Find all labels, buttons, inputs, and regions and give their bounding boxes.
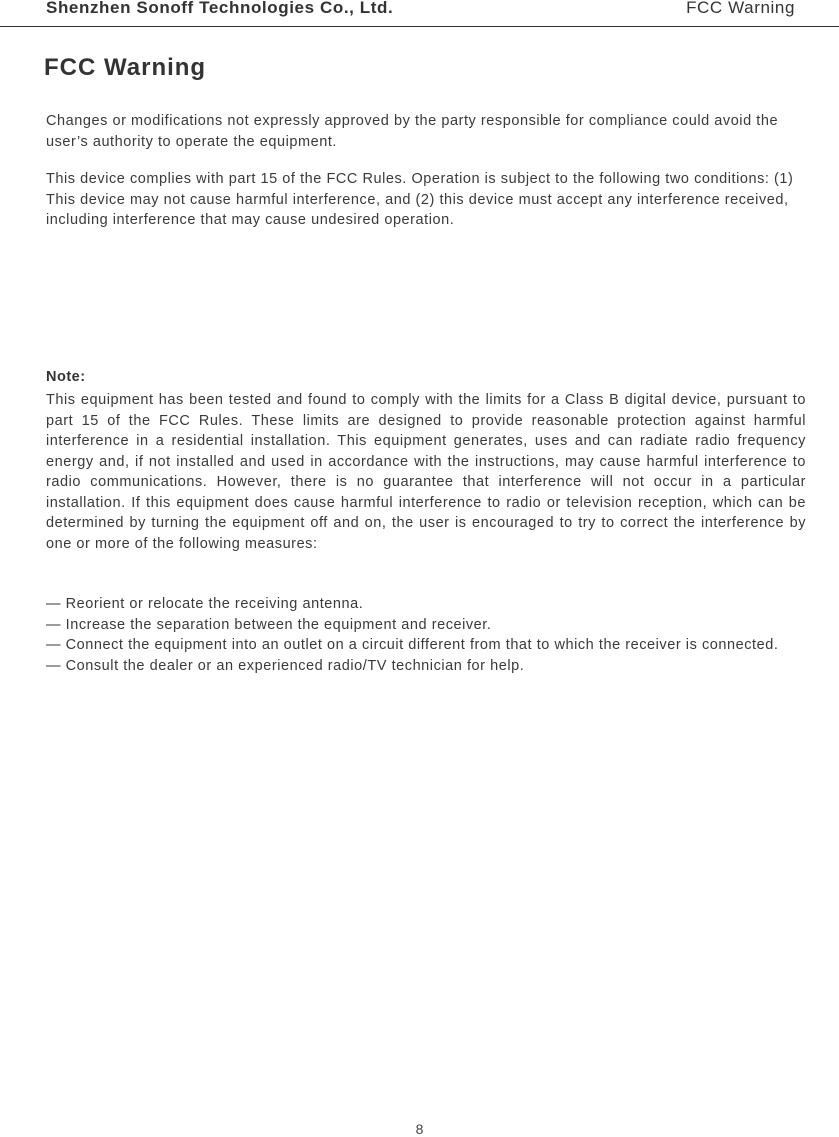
- page-title: FCC Warning: [44, 54, 207, 81]
- compliance-paragraph: This device complies with part 15 of the FCC Rules. Operation is subject to the following two conditions: (1) This device may not cause harmful interference, and (2) this device must accept any interference received, including interference that may cause undesired operation.: [46, 171, 794, 228]
- modifications-paragraph: Changes or modifications not expressly approved by the party responsible for compliance could avoid the user’s authority to operate the equipment.: [46, 113, 779, 150]
- note-paragraph: This equipment has been tested and found to comply with the limits for a Class B digital device, pursuant to part 15 of the FCC Rules. These limits are designed to provide reasonable protection against harmful interference in a residential installation. This equipment generates, uses and can radiate radio frequency energy and, if not installed and used in accordance with the instructions, may cause harmful interference to radio communications. However, there is no guarantee that interference will not occur in a particular installation. If this equipment does cause harmful interference to radio or television reception, which can be determined by turning the equipment off and on, the user is encouraged to try to correct the interference by one or more of the following measures:: [46, 392, 806, 552]
- measure-item: — Connect the equipment into an outlet on a circuit different from that to which the receiver is connected.: [46, 637, 779, 653]
- section-name: FCC Warning: [686, 0, 795, 17]
- measure-item: — Consult the dealer or an experienced radio/TV technician for help.: [46, 657, 525, 674]
- measure-item: — Reorient or relocate the receiving antenna.: [46, 596, 364, 612]
- company-name: Shenzhen Sonoff Technologies Co., Ltd.: [46, 0, 394, 17]
- measure-item: — Increase the separation between the equipment and receiver.: [46, 616, 492, 633]
- measures-list: [46, 594, 816, 676]
- page-header: [0, 0, 839, 27]
- note-label: Note:: [46, 369, 86, 385]
- page-number: 8: [415, 1121, 424, 1137]
